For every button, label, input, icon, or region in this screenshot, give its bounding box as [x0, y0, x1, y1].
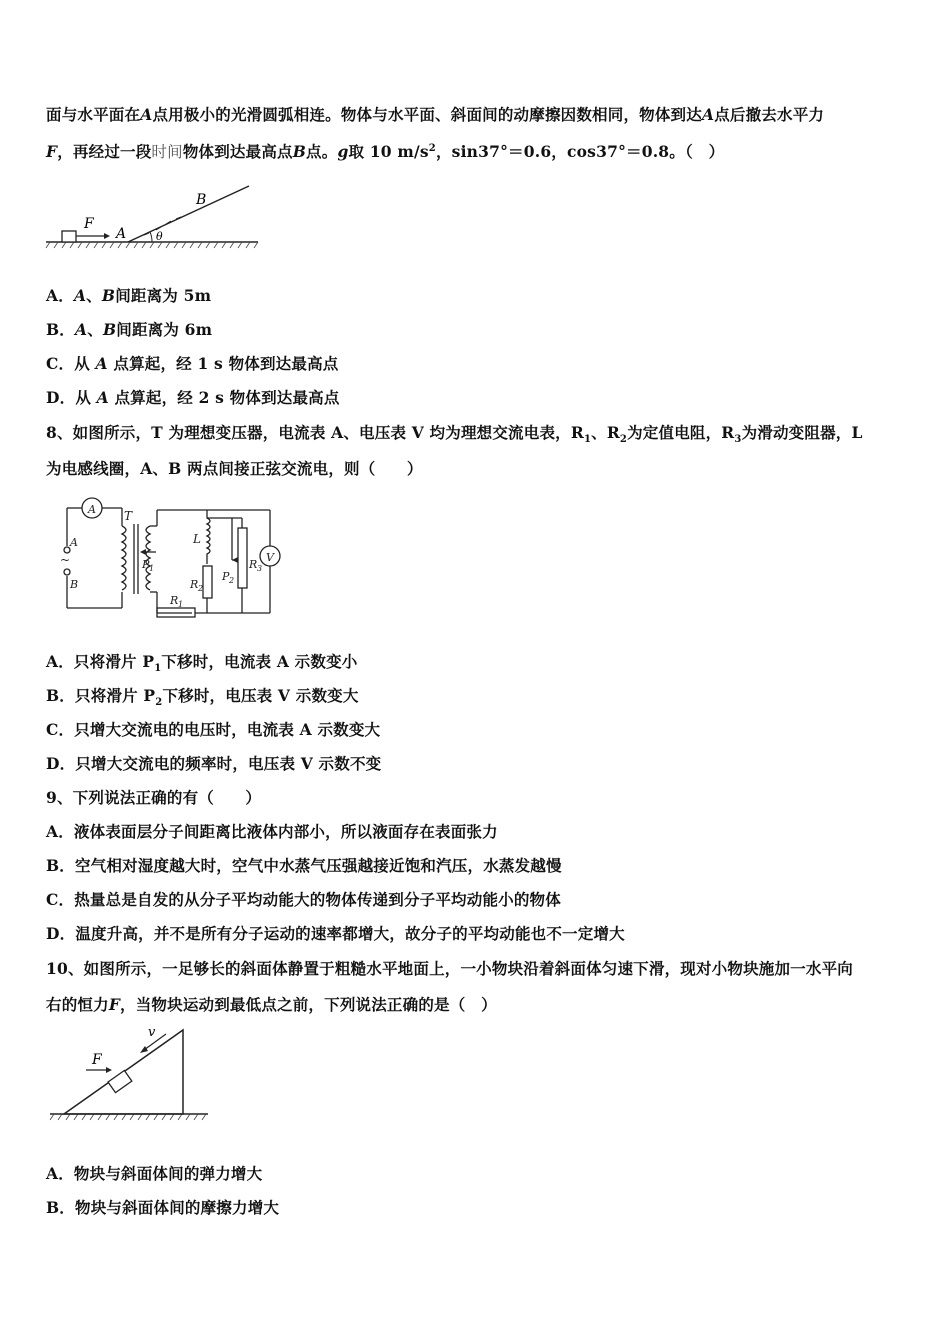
q7-label-B: B [196, 192, 207, 208]
q7-stem-line2: F，再经过一段时间物体到达最高点B点。g取 10 $m/s^2$，sin37°＝0.6，cos37°＝0.8。（ ） [46, 142, 725, 161]
q9-option-c[interactable]: C．热量总是自发的从分子平均动能大的物体传递到分子平均动能小的物体 [46, 890, 561, 909]
svg-text:B: B [70, 578, 79, 591]
q9-option-d[interactable]: D．温度升高，并不是所有分子运动的速率都增大，故分子的平均动能也不一定增大 [46, 924, 625, 943]
svg-text:R: R [170, 594, 179, 607]
svg-text:~: ~ [60, 553, 71, 567]
q8-option-d[interactable]: D．只增大交流电的频率时，电压表 V 示数不变 [46, 754, 382, 773]
q7-option-d[interactable]: D．从 A 点算起，经 2 s 物体到达最高点 [46, 388, 340, 407]
q7-label-A: A [116, 226, 127, 242]
q7-option-b[interactable]: B．A、B间距离为 6m [46, 320, 213, 339]
svg-text:1: 1 [149, 564, 155, 573]
q7-incline [128, 186, 249, 242]
q10-stem-line1: 10、如图所示，一足够长的斜面体静置于粗糙水平地面上，一小物块沿着斜面体匀速下滑，现对小物块施加一水平向 [46, 959, 853, 978]
q8-resistor-r2 [203, 566, 212, 598]
svg-text:T: T [124, 509, 133, 523]
q10-option-a[interactable]: A．物块与斜面体间的弹力增大 [46, 1164, 263, 1183]
svg-text:2: 2 [198, 584, 204, 593]
svg-text:L: L [193, 532, 201, 546]
q7-incline-figure [44, 178, 264, 253]
q7-block [62, 231, 76, 242]
q9-option-a[interactable]: A．液体表面层分子间距离比液体内部小，所以液面存在表面张力 [46, 822, 498, 841]
svg-text:R: R [190, 578, 199, 591]
q8-stem-line1: 8、如图所示，T 为理想变压器，电流表 A、电压表 V 均为理想交流电表，$R_1$、$R_2$为定值电阻，$R_3$为滑动变阻器，L [46, 423, 863, 446]
svg-text:3: 3 [257, 564, 263, 573]
q8-option-a[interactable]: A．只将滑片 $P_1$下移时，电流表 A 示数变小 [46, 652, 358, 675]
svg-text:A: A [70, 536, 78, 549]
q7-option-c[interactable]: C．从 A 点算起，经 1 s 物体到达最高点 [46, 354, 339, 373]
q10-incline-figure [48, 1022, 213, 1132]
svg-text:R: R [249, 558, 258, 571]
q10-option-b[interactable]: B．物块与斜面体间的摩擦力增大 [46, 1198, 280, 1217]
q9-stem: 9、下列说法正确的有（ ） [46, 788, 262, 807]
q8-option-b[interactable]: B．只将滑片 $P_2$下移时，电压表 V 示数变大 [46, 686, 359, 709]
q8-option-c[interactable]: C．只增大交流电的电压时，电流表 A 示数变大 [46, 720, 381, 739]
q7-stem-line1: 面与水平面在A点用极小的光滑圆弧相连。物体与水平面、斜面间的动摩擦因数相同，物体到达A点后撤去水平力 [46, 105, 825, 124]
q10-label-v: v [148, 1025, 156, 1040]
svg-text:P: P [142, 558, 150, 571]
q8-resistor-r3 [238, 528, 247, 588]
svg-text:2: 2 [229, 576, 235, 585]
q10-stem-line2: 右的恒力F，当物块运动到最低点之前，下列说法正确的是（ ） [46, 995, 497, 1014]
q7-option-a[interactable]: A．A、B间距离为 5m [46, 286, 212, 305]
svg-text:1: 1 [178, 600, 184, 609]
q9-option-b[interactable]: B．空气相对湿度越大时，空气中水蒸气压强越接近饱和汽压，水蒸发越慢 [46, 856, 562, 875]
q8-stem-line2: 为电感线圈，A、B 两点间接正弦交流电，则（ ） [46, 459, 423, 478]
q10-block [108, 1070, 132, 1092]
q7-label-F: F [84, 216, 94, 232]
svg-text:A: A [88, 503, 96, 516]
q8-circuit-figure [52, 488, 302, 628]
q7-label-theta: θ [156, 230, 163, 243]
svg-text:V: V [266, 551, 274, 564]
q10-label-F: F [92, 1052, 102, 1068]
svg-text:P: P [222, 570, 230, 583]
